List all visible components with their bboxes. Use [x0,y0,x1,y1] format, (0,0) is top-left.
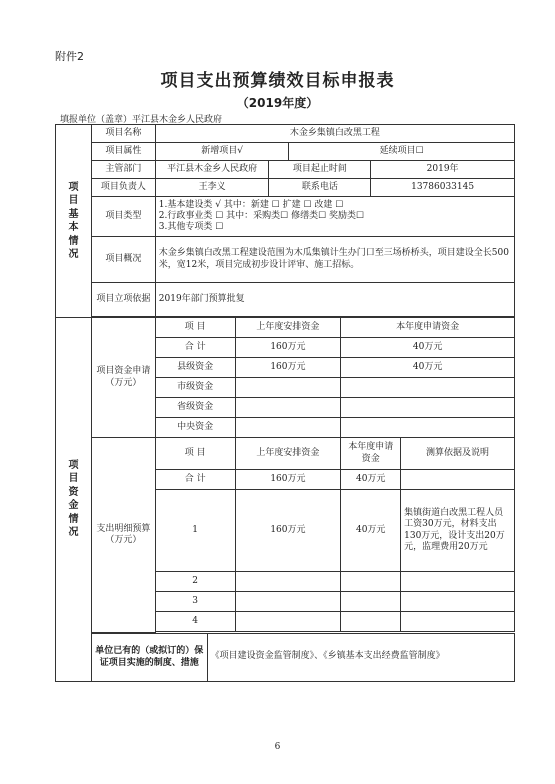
col-this: 本年度申请资金 [341,318,515,338]
d-col-this: 本年度申请资金 [341,438,401,470]
dept-label: 主管部门 [91,161,155,179]
d-total-this: 40万元 [341,470,401,490]
year-label: （2019年度） [236,96,319,110]
project-name-value: 木金乡集镇白改黑工程 [155,125,514,143]
project-attr-label: 项目属性 [91,143,155,161]
guarantee-value: 《项目建设资金监管制度》、《乡镇基本支出经费监管制度》 [207,633,514,681]
fund-row-item: 省级资金 [155,398,235,418]
owner-value: 王李义 [155,179,269,197]
d-col-item: 项 目 [155,438,235,470]
d-row-basis [401,572,515,592]
type-line-1: 1.基本建设类 √ 其中：新建 ☐ 扩建 ☐ 改建 ☐ [158,199,344,210]
overview-label: 项目概况 [91,237,155,283]
reporting-unit: 填报单位（盖章）平江县木金乡人民政府 [60,115,223,125]
guarantee-label: 单位已有的（或拟订的）保证项目实施的制度、措施 [91,633,207,681]
fund-row-this: 40万元 [341,358,515,378]
type-line-3: 3.其他专项类 ☐ [158,222,224,233]
funds-group-label: 项 目 资 金 情 况 [56,318,92,682]
d-col-last: 上年度安排资金 [235,438,341,470]
d-row-basis [401,592,515,612]
col-item: 项 目 [155,318,235,338]
d-row-this: 40万元 [341,490,401,572]
attr-continue: 延续项目☐ [289,143,515,161]
fund-row-item: 县级资金 [155,358,235,378]
phone-label: 联系电话 [269,179,371,197]
attachment-label: 附件2 [55,50,84,63]
phone-value: 13786033145 [371,179,515,197]
col-last: 上年度安排资金 [235,318,341,338]
fund-row-this [341,398,515,418]
d-row-last [235,612,341,632]
fund-row-last [235,398,341,418]
apply-label: 项目资金申请（万元） [91,318,155,438]
d-row-basis: 集镇街道白改黑工程人员工资30万元，材料支出130万元，设计支出20万元，监理费用20万元 [401,490,515,572]
d-row-this [341,612,401,632]
fund-row-item: 中央资金 [155,418,235,438]
fund-row-item: 市级资金 [155,378,235,398]
fund-row-this [341,378,515,398]
d-total-label: 合 计 [155,470,235,490]
fund-row-last: 160万元 [235,338,341,358]
basis-value: 2019年部门预算批复 [155,283,514,317]
d-row-last [235,572,341,592]
d-row-last: 160万元 [235,490,341,572]
d-row-basis [401,612,515,632]
attr-new: 新增项目√ [155,143,289,161]
basic-group-label: 项 目 基 本 情 况 [56,125,92,318]
fund-row-last: 160万元 [235,358,341,378]
d-row-this [341,592,401,612]
d-row-item: 2 [155,572,235,592]
page-number: 6 [274,742,281,752]
fund-row-this [341,418,515,438]
type-line-2: 2.行政事业类 ☐ 其中：采购类☐ 修缮类☐ 奖励类☐ [158,210,365,221]
d-row-item: 3 [155,592,235,612]
type-value [155,197,514,237]
fund-row-this: 40万元 [341,338,515,358]
fund-row-last [235,378,341,398]
time-value: 2019年 [371,161,515,179]
dept-value: 平江县木金乡人民政府 [155,161,269,179]
fund-row-last [235,418,341,438]
project-name-label: 项目名称 [91,125,155,143]
overview-value: 木金乡集镇白改黑工程建设范围为木瓜集镇计生办门口至三场桥桥头，项目建设全长500米，宽12米，项目完成初步设计评审、施工招标。 [155,237,514,283]
basis-label: 项目立项依据 [91,283,155,317]
form-table [55,124,515,682]
detail-label: 支出明细预算（万元） [91,438,155,633]
d-total-last: 160万元 [235,470,341,490]
time-label: 项目起止时间 [269,161,371,179]
d-row-item: 1 [155,490,235,572]
d-row-last [235,592,341,612]
d-row-item: 4 [155,612,235,632]
owner-label: 项目负责人 [91,179,155,197]
d-col-basis: 测算依据及说明 [401,438,515,470]
d-total-basis [401,470,515,490]
page-title: 项目支出预算绩效目标申报表 [160,71,395,91]
fund-row-item: 合 计 [155,338,235,358]
d-row-this [341,572,401,592]
type-label: 项目类型 [91,197,155,237]
